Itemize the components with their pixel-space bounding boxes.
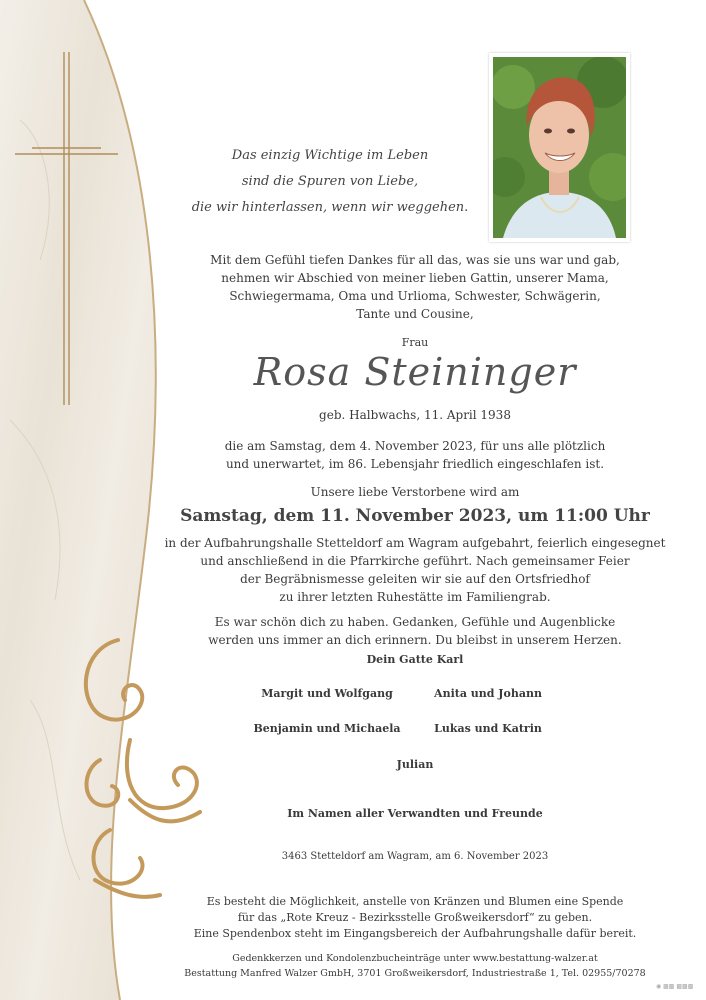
quote-line: sind die Spuren von Liebe, xyxy=(241,174,419,189)
watermark: ◉ ▩▩ ▩▩▩ xyxy=(656,983,694,990)
footer-line: Gedenkkerzen und Kondolenzbucheinträge unter www.bestattung-walzer.at xyxy=(232,953,598,964)
intro-line: nehmen wir Abschied von meiner lieben Gattin, unserer Mama, xyxy=(221,271,609,285)
salutation: Frau xyxy=(401,336,429,349)
intro-line: Schwiegermama, Oma und Urlioma, Schwester, Schwägerin, xyxy=(229,289,601,303)
funeral-details xyxy=(130,534,700,606)
intro-line: Tante und Cousine, xyxy=(356,307,474,321)
opening-quote xyxy=(190,143,470,221)
funeral-line: der Begräbnismesse geleiten wir sie auf den Ortsfriedhof xyxy=(240,572,590,586)
death-line: und unerwartet, im 86. Lebensjahr friedlich eingeschlafen ist. xyxy=(225,457,605,471)
donation-line: Eine Spendenbox steht im Eingangsbereich der Aufbahrungshalle dafür bereit. xyxy=(193,927,637,940)
donation-note xyxy=(130,894,700,942)
quote-line: die wir hinterlassen, wenn wir weggehen. xyxy=(191,200,469,215)
funeral-date: Samstag, dem 11. November 2023, um 11:00 Uhr xyxy=(180,506,650,526)
death-info xyxy=(130,437,700,473)
birth-info: geb. Halbwachs, 11. April 1938 xyxy=(319,408,511,422)
death-line: die am Samstag, dem 4. November 2023, für uns alle plötzlich xyxy=(224,439,606,453)
marble-strip xyxy=(0,0,156,1000)
mourner-family: Benjamin und Michaela xyxy=(253,722,401,735)
funeral-line: zu ihrer letzten Ruhestätte im Familiengrab. xyxy=(279,590,551,604)
footer xyxy=(130,951,700,981)
closing-line: werden uns immer an dich erinnern. Du bleibst in unserem Herzen. xyxy=(208,633,622,647)
funeral-lead: Unsere liebe Verstorbene wird am xyxy=(310,485,520,499)
closing-line: Es war schön dich zu haben. Gedanken, Gefühle und Augenblicke xyxy=(214,615,616,629)
mourner-family: Lukas und Katrin xyxy=(434,722,542,735)
mourner-family: Margit und Wolfgang xyxy=(261,687,393,700)
mourner-family: Anita und Johann xyxy=(434,687,542,700)
mourner-husband: Dein Gatte Karl xyxy=(366,653,464,666)
donation-line: für das „Rote Kreuz - Bezirksstelle Großweikersdorf“ zu geben. xyxy=(237,911,593,924)
funeral-line: und anschließend in die Pfarrkirche geführt. Nach gemeinsamer Feier xyxy=(200,554,630,568)
donation-line: Es besteht die Möglichkeit, anstelle von Kränzen und Blumen eine Spende xyxy=(206,895,624,908)
funeral-line: in der Aufbahrungshalle Stetteldorf am Wagram aufgebahrt, feierlich eingesegnet xyxy=(164,536,666,550)
mourner-relatives: Im Namen aller Verwandten und Freunde xyxy=(287,807,543,820)
place-and-date: 3463 Stetteldorf am Wagram, am 6. November 2023 xyxy=(281,851,549,862)
closing-words xyxy=(130,613,700,649)
intro-line: Mit dem Gefühl tiefen Dankes für all das, was sie uns war und gab, xyxy=(210,253,620,267)
mourner-grandchild: Julian xyxy=(396,758,434,771)
portrait-photo xyxy=(489,53,630,242)
quote-line: Das einzig Wichtige im Leben xyxy=(231,148,429,163)
deceased-name: Rosa Steininger xyxy=(253,350,577,394)
footer-line: Bestattung Manfred Walzer GmbH, 3701 Großweikersdorf, Industriestraße 1, Tel. 02955/70278 xyxy=(184,968,646,979)
intro-text xyxy=(130,251,700,323)
